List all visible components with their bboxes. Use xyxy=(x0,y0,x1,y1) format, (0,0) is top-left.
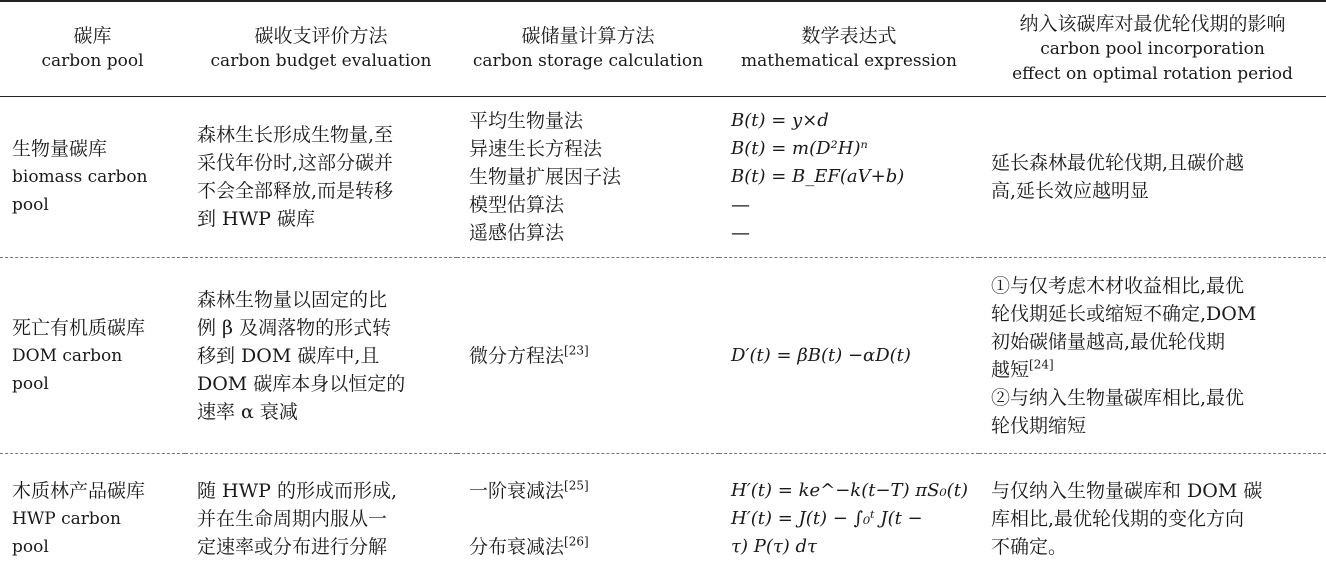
effect-line: 与仅纳入生物量碳库和 DOM 碳 xyxy=(991,477,1326,505)
pool-name-en: pool xyxy=(12,191,185,219)
evaluation-line: DOM 碳库本身以恒定的 xyxy=(197,370,457,398)
math-expression: B(t) = B_EF(aV+b) xyxy=(731,163,979,191)
effect-line: 轮伐期延长或缩短不确定,DOM xyxy=(991,300,1326,328)
evaluation-line: 到 HWP 碳库 xyxy=(197,205,457,233)
math-expression: D′(t) = βB(t) −αD(t) xyxy=(731,345,911,366)
effect-line: 不确定。 xyxy=(991,533,1326,561)
evaluation-cell xyxy=(185,97,457,258)
math-expression: τ) P(τ) dτ xyxy=(731,533,979,561)
header-col4-en: mathematical expression xyxy=(719,49,979,74)
effect-line: 轮伐期缩短 xyxy=(991,412,1326,440)
method-cell xyxy=(457,258,719,454)
method-cell xyxy=(457,97,719,258)
pool-name-en: pool xyxy=(12,370,185,398)
header-storage-calculation xyxy=(457,1,719,97)
header-col2-cn: 碳收支评价方法 xyxy=(185,24,457,49)
evaluation-cell xyxy=(185,454,457,584)
expression-cell xyxy=(719,258,979,454)
evaluation-line: 定速率或分布进行分解 xyxy=(197,533,457,561)
citation-ref: [24] xyxy=(1029,357,1054,371)
evaluation-line: 移到 DOM 碳库中,且 xyxy=(197,342,457,370)
method-item: 生物量扩展因子法 xyxy=(469,163,719,191)
method-item: 异速生长方程法 xyxy=(469,135,719,163)
table-row xyxy=(0,454,1326,584)
math-expression: — xyxy=(731,191,979,219)
citation-ref: [25] xyxy=(564,479,589,493)
effect-line: 延长森林最优轮伐期,且碳价越 xyxy=(991,149,1326,177)
header-col3-cn: 碳储量计算方法 xyxy=(457,24,719,49)
pool-name-cn: 生物量碳库 xyxy=(12,135,185,163)
table-row xyxy=(0,97,1326,258)
expression-cell xyxy=(719,97,979,258)
effect-line: 高,延长效应越明显 xyxy=(991,177,1326,205)
pool-name-en: DOM carbon xyxy=(12,342,185,370)
evaluation-line: 并在生命周期内服从一 xyxy=(197,505,457,533)
header-col4-cn: 数学表达式 xyxy=(719,24,979,49)
method-cell xyxy=(457,454,719,584)
math-expression: H′(t) = ke^−k(t−T) πS₀(t) xyxy=(731,477,979,505)
math-expression: B(t) = y×d xyxy=(731,107,979,135)
evaluation-line: 例 β 及凋落物的形式转 xyxy=(197,314,457,342)
table-header-row xyxy=(0,1,1326,97)
evaluation-line: 采伐年份时,这部分碳并 xyxy=(197,149,457,177)
pool-name-en: pool xyxy=(12,533,185,561)
header-col5-en2: effect on optimal rotation period xyxy=(979,62,1326,87)
header-col1-en: carbon pool xyxy=(0,49,185,74)
math-expression: — xyxy=(731,219,979,247)
effect-line: 库相比,最优轮伐期的变化方向 xyxy=(991,505,1326,533)
effect-line: ①与仅考虑木材收益相比,最优 xyxy=(991,272,1326,300)
evaluation-line: 不会全部释放,而是转移 xyxy=(197,177,457,205)
header-col2-en: carbon budget evaluation xyxy=(185,49,457,74)
method-item: 微分方程法 xyxy=(469,345,564,367)
header-math-expression xyxy=(719,1,979,97)
pool-cell xyxy=(0,454,185,584)
effect-line: ②与纳入生物量碳库相比,最优 xyxy=(991,384,1326,412)
method-item: 平均生物量法 xyxy=(469,107,719,135)
math-expression: B(t) = m(D²H)ⁿ xyxy=(731,135,979,163)
pool-cell xyxy=(0,97,185,258)
header-col1-cn: 碳库 xyxy=(0,24,185,49)
method-item: 一阶衰减法 xyxy=(469,480,564,502)
method-item: 分布衰减法 xyxy=(469,536,564,558)
header-budget-evaluation xyxy=(185,1,457,97)
effect-cell xyxy=(979,258,1326,454)
evaluation-line: 速率 α 衰减 xyxy=(197,398,457,426)
evaluation-line: 随 HWP 的形成而形成, xyxy=(197,477,457,505)
effect-line: 越短 xyxy=(991,359,1029,381)
effect-cell xyxy=(979,454,1326,584)
citation-ref: [23] xyxy=(564,343,589,357)
evaluation-line: 森林生长形成生物量,至 xyxy=(197,121,457,149)
pool-name-cn: 死亡有机质碳库 xyxy=(12,314,185,342)
header-col5-en1: carbon pool incorporation xyxy=(979,37,1326,62)
expression-cell xyxy=(719,454,979,584)
table-row xyxy=(0,258,1326,454)
pool-name-cn: 木质林产品碳库 xyxy=(12,477,185,505)
effect-line: 初始碳储量越高,最优轮伐期 xyxy=(991,328,1326,356)
header-col3-en: carbon storage calculation xyxy=(457,49,719,74)
header-rotation-effect xyxy=(979,1,1326,97)
effect-cell xyxy=(979,97,1326,258)
method-item: 模型估算法 xyxy=(469,191,719,219)
pool-name-en: biomass carbon xyxy=(12,163,185,191)
method-item: 遥感估算法 xyxy=(469,219,719,247)
math-expression: H′(t) = J(t) − ∫₀ᵗ J(t − xyxy=(731,505,979,533)
citation-ref: [26] xyxy=(564,535,589,549)
header-col5-cn: 纳入该碳库对最优轮伐期的影响 xyxy=(979,12,1326,37)
pool-cell xyxy=(0,258,185,454)
pool-name-en: HWP carbon xyxy=(12,505,185,533)
header-carbon-pool xyxy=(0,1,185,97)
evaluation-cell xyxy=(185,258,457,454)
evaluation-line: 森林生物量以固定的比 xyxy=(197,286,457,314)
